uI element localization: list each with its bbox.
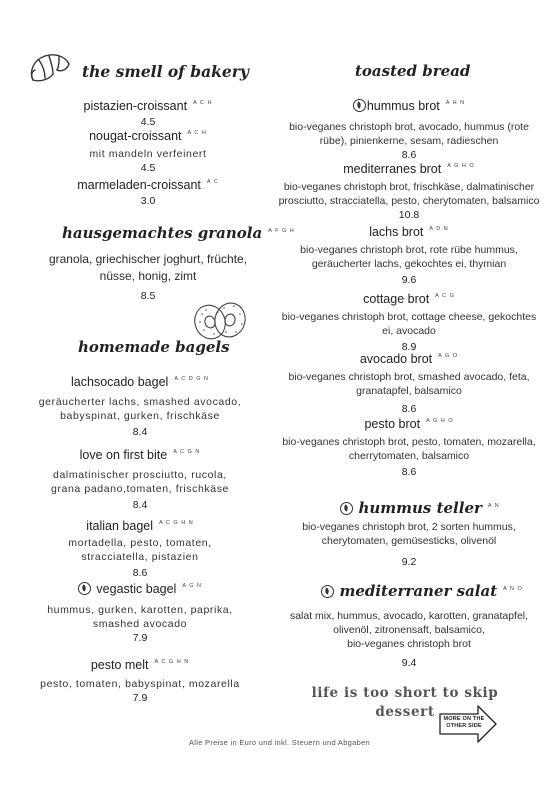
item-desc: bio-veganes christoph brot, frischkäse, dalmatinischer [283, 181, 535, 193]
price: 8.6 [401, 466, 417, 478]
allergens: A C D G N [174, 375, 209, 382]
price: 8.4 [132, 499, 148, 511]
item-desc: dalmatinischer prosciutto, rucola, [53, 469, 227, 481]
item-desc: bio-veganes christoph brot, 2 sorten hummus, [302, 521, 516, 533]
item-desc: ei, avocado [382, 325, 436, 337]
granola-desc-1: granola, griechischer joghurt, früchte, [48, 252, 248, 266]
price: 9.4 [401, 657, 417, 669]
item-name: cottage brot [363, 292, 430, 306]
allergens: A C H [187, 129, 207, 136]
allergens: A C [206, 178, 219, 185]
toasted-item [268, 223, 550, 286]
item-desc: geräucherter lachs, smashed avocado, [38, 396, 242, 408]
item-name: vegastic bagel [96, 582, 177, 596]
item-desc: grana padano,tomaten, frischkäse [51, 483, 229, 495]
bakery-item [58, 127, 238, 174]
hummus-teller-title: hummus teller [358, 499, 482, 517]
item-desc: hummus, gurken, karotten, paprika, [47, 604, 233, 616]
price: 3.0 [140, 195, 156, 207]
arrow-text-2: OTHER SIDE [446, 723, 482, 729]
item-name: hummus brot [366, 99, 440, 113]
price: 8.6 [132, 567, 148, 579]
allergens: A G O [438, 352, 459, 359]
item-desc: mortadella, pesto, tomaten, [68, 537, 212, 549]
salat-heading [321, 582, 523, 601]
allergens: A C G H N [159, 519, 194, 526]
allergens: A C G [435, 292, 455, 299]
allergens: A H N [445, 99, 466, 106]
allergens: A F G H [268, 227, 295, 234]
item-name: lachs brot [369, 225, 424, 239]
dessert-line-2: dessert [375, 704, 435, 720]
item-name: marmeladen-croissant [77, 178, 201, 192]
price: 8.4 [132, 426, 148, 438]
vegan-leaf-icon [78, 582, 91, 595]
item-desc: mit mandeln verfeinert [89, 148, 207, 160]
granola-item [20, 251, 276, 302]
allergens: A G N [182, 582, 203, 589]
item-desc: cherytomaten, gemüsesticks, olivenöl [321, 535, 497, 547]
salat-item [268, 609, 550, 669]
bakery-title: the smell of bakery [82, 62, 249, 81]
granola-desc-2: nüsse, honig, zimt [99, 269, 197, 283]
item-desc: cherrytomaten, balsamico [348, 450, 470, 462]
item-name: pesto melt [90, 658, 149, 672]
granola-heading [62, 224, 295, 243]
bagel-item [0, 517, 280, 579]
item-name: pesto brot [364, 417, 421, 431]
item-desc: stracciatella, pistazien [81, 551, 199, 563]
croissant-icon [27, 50, 73, 86]
item-desc: bio-veganes christoph brot, cottage cheese, gekochtes [281, 311, 537, 323]
allergens: A N O [503, 585, 523, 592]
item-desc: babyspinat, gurken, frischkäse [60, 410, 220, 422]
item-desc: bio-veganes christoph brot [347, 638, 471, 650]
toasted-item [268, 97, 550, 161]
item-desc: granatapfel, balsamico [356, 385, 462, 397]
price: 9.6 [401, 274, 417, 286]
bagels-title: homemade bagels [78, 338, 230, 356]
allergens: A G H O [426, 417, 454, 424]
item-desc: olivenöl, zitronensaft, balsamico, [333, 624, 485, 636]
item-name: avocado brot [359, 352, 433, 366]
item-desc: bio-veganes christoph brot, pesto, tomaten, mozarella, [282, 436, 536, 448]
allergens: A C G H N [154, 658, 190, 665]
item-name: nougat-croissant [89, 129, 182, 143]
item-name: italian bagel [86, 519, 154, 533]
item-desc: rübe), pinienkerne, sesam, radieschen [319, 135, 499, 147]
item-desc: salat mix, hummus, avocado, karotten, granatapfel, [289, 610, 529, 622]
item-name: love on first bite [79, 448, 168, 462]
item-name: mediterranes brot [343, 162, 442, 176]
salat-title: mediterraner salat [339, 582, 498, 600]
toasted-item [268, 160, 550, 221]
allergens: A D N [429, 225, 449, 232]
allergens: A C G N [173, 448, 201, 455]
toasted-item [268, 350, 550, 415]
price: 4.5 [140, 162, 156, 174]
toasted-item [262, 290, 556, 353]
bagel-item [0, 373, 280, 438]
item-desc: bio-veganes christoph brot, smashed avocado, feta, [288, 371, 530, 383]
arrow-text-1: MORE ON THE [443, 716, 485, 722]
price: 7.9 [132, 692, 148, 704]
item-desc: bio-veganes christoph brot, avocado, hummus (rote [289, 121, 529, 133]
item-desc: prosciutto, stracciatella, pesto, cherytomaten, balsamico [278, 195, 540, 207]
vegan-leaf-icon [340, 502, 353, 515]
bakery-item [58, 176, 238, 207]
price: 8.9 [401, 341, 417, 353]
allergens: A C H [193, 99, 213, 106]
price: 8.6 [401, 149, 417, 161]
bagel-item [0, 656, 280, 704]
footer-note: Alle Preise in Euro und inkl. Steuern und Abgaben [188, 738, 371, 747]
hummus-teller-heading [340, 499, 500, 518]
item-name: pistazien-croissant [83, 99, 188, 113]
price: 8.6 [401, 403, 417, 415]
vegan-leaf-icon [321, 585, 334, 598]
price: 10.8 [398, 209, 420, 221]
item-desc: bio-veganes christoph brot, rote rübe hummus, [300, 244, 518, 256]
price: 8.5 [140, 290, 156, 302]
dessert-line-1: life is too short to skip [311, 685, 499, 701]
allergens: A G H O [447, 162, 475, 169]
granola-title: hausgemachtes granola [62, 224, 263, 242]
bagel-item [0, 580, 280, 644]
price: 4.5 [140, 116, 156, 128]
item-desc: geräucherter lachs, gekochtes ei, thymian [311, 258, 507, 270]
bagel-item [0, 446, 280, 511]
item-name: lachsocado bagel [71, 375, 169, 389]
bakery-item [58, 97, 238, 128]
price: 9.2 [401, 556, 417, 568]
vegan-leaf-icon [353, 99, 366, 112]
price: 7.9 [132, 632, 148, 644]
allergens: A N [487, 502, 500, 509]
item-desc: pesto, tomaten, babyspinat, mozarella [40, 678, 240, 690]
item-desc: smashed avocado [92, 618, 188, 630]
toasted-item [268, 415, 550, 478]
hummus-teller-item [268, 520, 550, 568]
toasted-title: toasted bread [355, 62, 471, 80]
